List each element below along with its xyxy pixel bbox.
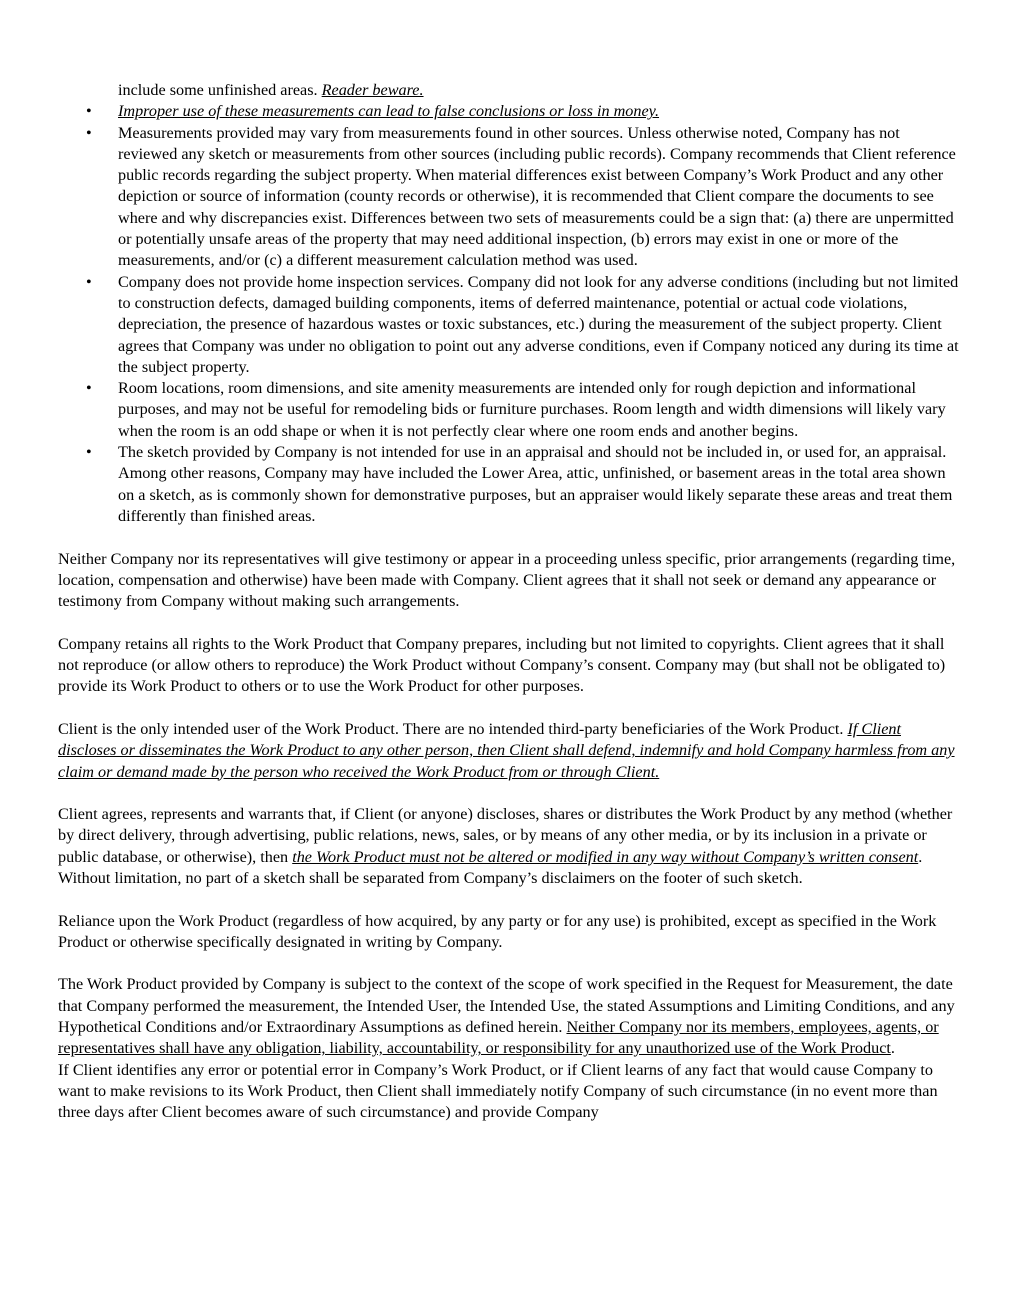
bullet-item-improper-use: • Improper use of these measurements can lead to false conclusions or loss in money. — [58, 101, 963, 122]
reader-beware-note: Reader beware. — [321, 81, 424, 99]
bullet-item-sketch-not-appraisal: • The sketch provided by Company is not intended for use in an appraisal and should not be included in, or used for, an appraisal. Among other reasons, Company may have included the Lower Area, attic, unfinished, or basement areas in the total area shown on a sketch, as is commonly shown for demonstrative purposes, but an appraiser would likely separate these areas and treat them differently than finished areas. — [58, 442, 963, 527]
paragraph-reliance: Reliance upon the Work Product (regardless of how acquired, by any party or for any use) is prohibited, except as specified in the Work Product or otherwise specifically designated in writing by Company. — [58, 911, 937, 951]
no-liability-clause: Neither Company nor its members, employees, agents, or representatives shall have any obligation, liability, accountability, or responsibility for any unauthorized use of the Work Product — [58, 1018, 939, 1058]
paragraph-scope: The Work Product provided by Company is subject to the context of the scope of work specified in the Request for Measurement, the date that Company performed the measurement, the Intended User, the Intended Use, the stated Assumptions and Limiting Conditions, and any Hypothetical Conditions and/or Extraordinary Assumptions as defined herein. Neither Company nor its members, employees, agents, or representatives shall have any obligation, liability, accountability, or responsibility for any unauthorized use of the Work Product. — [58, 975, 955, 1058]
document-page — [58, 80, 963, 1124]
bullet-continuation: include some unfinished areas. Reader beware. — [118, 81, 424, 99]
paragraph-errors: If Client identifies any error or potential error in Company’s Work Product, or if Client learns of any fact that would cause Company to want to make revisions to its Work Product, then Client shall immediately notify Company of such circumstance (in no event more than three days after Client becomes aware of such circumstance) and provide Company — [58, 1060, 938, 1122]
paragraph-intended-user: Client is the only intended user of the Work Product. There are no intended third-party beneficiaries of the Work Product. If Client discloses or disseminates the Work Product to any other person, then Client shall defend, indemnify and hold Company harmless from any claim or demand made by the person who received the Work Product from or through Client. — [58, 719, 955, 781]
indemnify-clause: If Client discloses or disseminates the Work Product to any other person, then Client shall defend, indemnify and hold Company harmless from any claim or demand made by the person who received the Work Product from or through Client. — [58, 719, 955, 781]
no-alteration-clause: the Work Product must not be altered or modified in any way without Company’s written consent — [292, 847, 919, 866]
disclaimer-bullet-list — [58, 101, 963, 527]
bullet-item-measurement-variance: • Measurements provided may vary from measurements found in other sources. Unless otherwise noted, Company has not reviewed any sketch or measurements from other sources (including public records). Company recommends that Client reference public records regarding the subject property. When material differences exist between Company’s Work Product and any other depiction or source of information (county records or otherwise), it is recommended that Client compare the documents to see where and why discrepancies exist. Differences between two sets of measurements could be a sign that: (a) there are unpermitted or potentially unsafe areas of the property that may need additional inspection, (b) errors may exist in one or more of the measurements, and/or (c) a different measurement calculation method was used. — [58, 123, 963, 272]
paragraph-rights: Company retains all rights to the Work Product that Company prepares, including but not limited to copyrights. Client agrees that it shall not reproduce (or allow others to reproduce) the Work Product without Company’s consent. Company may (but shall not be obligated to) provide its Work Product to others or to use the Work Product for other purposes. — [58, 634, 946, 696]
bullet-item-no-home-inspection: • Company does not provide home inspection services. Company did not look for any adverse conditions (including but not limited to construction defects, damaged building components, items of deferred maintenance, potential or actual code violations, depreciation, the presence of hazardous wastes or toxic substances, etc.) during the measurement of the subject property. Client agrees that Company was under no obligation to point out any adverse conditions, even if Company noticed any during its time at the subject property. — [58, 272, 963, 378]
paragraph-testimony: Neither Company nor its representatives will give testimony or appear in a proceeding unless specific, prior arrangements (regarding time, location, compensation and otherwise) have been made with Company. Client agrees that it shall not seek or demand any appearance or testimony from Company without making such arrangements. — [58, 549, 956, 611]
bullet-item-room-locations: • Room locations, room dimensions, and site amenity measurements are intended only for rough depiction and informational purposes, and may not be useful for remodeling bids or furniture purchases. Room length and width dimensions will likely vary when the room is an odd shape or when it is not perfectly clear where one room ends and another begins. — [58, 378, 963, 442]
paragraph-distribution: Client agrees, represents and warrants that, if Client (or anyone) discloses, shares or distributes the Work Product by any method (whether by direct delivery, through advertising, public relations, news, sales, or by means of any other media, or by its inclusion in a private or public database, or otherwise), then the Work Product must not be altered or modified in any way without Company’s written consent. Without limitation, no part of a sketch shall be separated from Company’s disclaimers on the footer of such sketch. — [58, 805, 953, 887]
